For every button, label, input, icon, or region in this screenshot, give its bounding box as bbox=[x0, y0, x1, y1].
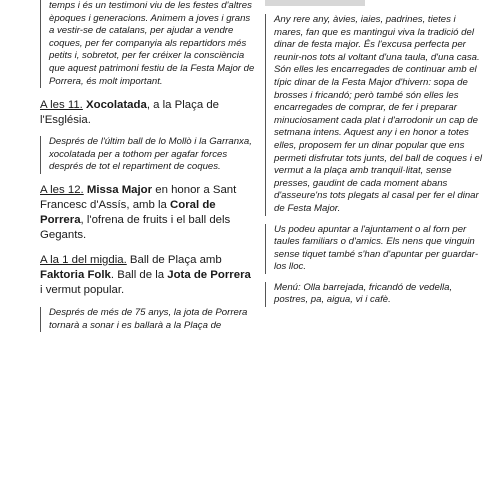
right-column bbox=[265, 14, 487, 307]
event-time: A les 12. bbox=[40, 183, 84, 196]
quote-menu-text: Menú: Olla barrejada, fricandó de vedella, postres, pa, aigua, vi i cafè. bbox=[274, 281, 453, 306]
event-coral: Coral de Porrera bbox=[40, 198, 216, 226]
event-name: Xocolatada bbox=[86, 99, 147, 112]
event-name: Missa Major bbox=[86, 183, 153, 196]
event-xocolatada bbox=[40, 98, 255, 128]
quote-jota bbox=[40, 307, 255, 332]
quote-inscripcio-text: Us podeu apuntar a l'ajuntament o al forn per taules familiars o d'amics. Els nens que vinguin sense tiquet també s'han d'apuntar per guardar-los lloc. bbox=[274, 223, 479, 273]
quote-inscripcio bbox=[265, 224, 487, 274]
quote-festes-text: temps i és un testimoni viu de les festes d'altres èpoques i generacions. Animem a joves i grans a vestir-se de catalans, per ajudar a vendre coques, per fer companyia als repartidors més petits i, sobretot, per fer créixer la consciència que aquest patrimoni festiu de la Festa Major de Porrera, és molt important. bbox=[49, 0, 255, 87]
quote-dinar-text: Any rere any, àvies, iaies, padrines, tietes i mares, fan que es mantingui viva la tradició del dinar de festa major. És l'excusa perfecta per reunir-nos tots al voltant d'una taula, d'una casa. Són elles les encarregades de continuar amb el típic dinar de la Festa Major d'hivern: sopa de brosses i fricandó; però també són elles les encarregades de comprar, de fer i preparar minuciosament cada plat i d'arrodonir un cap de setmana intens. Aquest any i en honor a totes elles, proposem fer un dinar popular que ens permeti disfrutar tots junts, del ball de coques i el vermut a la plaça amb tranquil·litat, sense presses, gaudint de cada moment abans d'asseure'ns tots plegats al casal per fer el dinar de Festa Major. bbox=[274, 14, 482, 214]
quote-xocolatada-text: Després de l'últim ball de lo Mollò i la Garranxa, xocolatada per a tothom per agafar forces després de tot el repartiment de coques. bbox=[49, 136, 252, 173]
event-time: A la 1 del migdia. bbox=[40, 253, 127, 266]
event-ball-plaça bbox=[40, 253, 255, 298]
quote-jota-text: Després de més de 75 anys, la jota de Porrera tornarà a sonar i es ballarà a la Plaça de bbox=[49, 306, 248, 331]
event-detail: i vermut popular. bbox=[40, 283, 125, 296]
event-detail: , a la Plaça de l'Església. bbox=[40, 99, 219, 127]
event-band: Faktoria Folk bbox=[40, 268, 111, 281]
event-missa bbox=[40, 183, 255, 243]
cut-off-heading bbox=[265, 0, 365, 6]
event-detail: en honor a Sant Francesc d'Assís, amb la bbox=[40, 183, 237, 211]
event-time: A les 11. bbox=[40, 99, 83, 112]
event-detail: , l'ofrena de fruits i el ball dels Gegants. bbox=[40, 213, 231, 241]
quote-festes bbox=[40, 0, 255, 88]
quote-xocolatada bbox=[40, 136, 255, 174]
event-detail: Ball de Plaça amb bbox=[126, 253, 222, 266]
quote-dinar bbox=[265, 14, 487, 216]
event-detail: . Ball de la bbox=[110, 268, 168, 281]
quote-menu bbox=[265, 282, 487, 307]
event-jota: Jota de Porrera bbox=[167, 268, 251, 281]
left-column bbox=[40, 0, 255, 332]
